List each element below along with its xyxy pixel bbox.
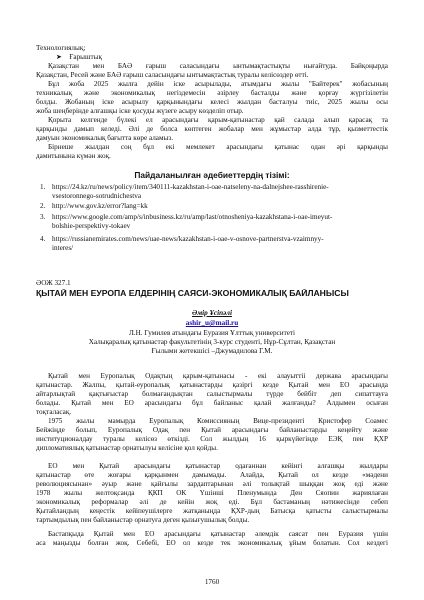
top-line-10: қарқынды дамып келеді. Әлі де болса көптеген жобалар мен жұмыстар алда тұр, қызметтестік	[36, 125, 388, 133]
article-title: ҚЫТАЙ МЕН ЕУРОПА ЕЛДЕРІНІҢ САЯСИ-ЭКОНОМИКАЛЫҚ БАЙЛАНЫСЫ	[36, 289, 349, 298]
body-line-7: Бейжіңде болып, Еуропалық Одақ пен Қытай арасындағы байланыстарды кеңейту және	[36, 426, 388, 434]
body-line-13: 1978 жылы желтоқсанда ҚКП ОК Үшінші Пленумында Ден Сяопин жариялаған	[36, 489, 388, 497]
body-line-8: институционалдау туралы келісөз өткізді. Сол жылдың 16 қыркүйегінде ЕЭҚ пен ҚХР	[36, 435, 388, 443]
top-line-11: дамуын экономикалық бағытта көре аламыз.	[36, 134, 173, 142]
top-line-9: Қорыта келгенде бүлекі ел арасындағы қарым-қатынастар қай салада алып қарасақ та	[48, 116, 388, 124]
body-line-14: экономикалық реформалар әлі де кейін жоқ еді. Бұл бастаманың нәтижесінде себеп	[36, 498, 388, 506]
body-line-1: Қытай мен Еуропалық Одақтың қарым-қатынасы - екі алауыттіі держава арасындағы	[48, 372, 388, 380]
bullet-line	[56, 53, 408, 62]
body-line-4: болады. Қытай мен ЕО арасындағы бұл байланыс қалай жалғанды? Алдымен осыған	[36, 399, 388, 407]
top-line-12: Бірнеше жылдан соң бұл екі мемлекет арасындағы қатынас одан әрі қарқынды	[48, 143, 388, 151]
ref-1-link-cont[interactable]: vsestoronnego-sotrudnichestva	[52, 192, 142, 200]
body-line-9: дипломатиялық қатынастар орнатылуы келісіне қол қойды.	[36, 444, 218, 452]
ref-4-number: 4.	[40, 235, 46, 243]
body-line-17: Бастапқыда Қытай мен ЕО арасындағы қатынастар әлемдік саясат пен Еуразия үшін	[48, 530, 388, 538]
author-email-link[interactable]: ashir_u@mail.ru	[185, 319, 239, 327]
body-line-18: аса маңызды болған жоқ. Себебі, ЕО ол кезде тек экономикалық ұйым болатын. Сол кездегі	[36, 539, 388, 547]
udc-code: ӘОЖ 327.1	[36, 279, 71, 287]
affiliation-line-2: Халықаралық қатынастар факультетінің 3-курс студенті, Нұр-Сұлтан, Қазақстан	[88, 338, 336, 346]
top-line-5: Бұл жоба 2025 жылға дейін іске асырылады, атымдағы жылы "Байтерек" жобасының	[48, 80, 388, 88]
body-line-10: ЕО мен Қытай арасындағы қатынастар одағаннан кейінгі алғашқы жылдары	[48, 462, 388, 470]
top-line-7: болды. Жобаның іске асырылу қарқынындағы келесі жылдан басталуы тиіс, 2025 жылы осы	[36, 98, 388, 106]
top-line-13: дамитынына күмән жоқ.	[36, 152, 111, 160]
ref-3-link-cont[interactable]: bolshie-perspektivy-tokaev	[52, 222, 131, 230]
ref-4-link-cont[interactable]: interes/	[52, 244, 74, 252]
ref-3-number: 3.	[40, 213, 46, 221]
body-line-6: 1975 жылы мамырда Еуропалық Комиссияның Вице-президенті Кристофер Соамес	[48, 417, 388, 425]
top-line-1: Технологиялық;	[36, 44, 86, 52]
ref-2-link[interactable]: http://www.gov.kz/error?lang=kk	[52, 202, 148, 210]
affiliation-line-3: Ғылыми жетекшісі –Джумадилова Г.М.	[151, 347, 273, 355]
body-line-15: Қытайландың кеңестік кейіпеушілерге жатқаныңда ҚХР-дың Батысқа қатысты салыстырмалы	[36, 507, 388, 515]
arrow-bullet-icon: ➤	[56, 53, 70, 61]
top-line-3: Қазақстан мен БАӘ ғарыш саласындағы ынтымақтастықты нығайтуда. Байқоңырда	[48, 62, 388, 70]
ref-2-number: 2.	[40, 202, 46, 210]
top-line-4: Қазақстан, Ресей және БАӘ ғарыш саласындағы ынтымақтастық туралы келісөздер өтті.	[36, 71, 309, 79]
ref-3-link[interactable]: https://www.google.com/amp/s/inbusiness.kz/ru/amp/last/otnosheniya-kazakhstana-i-oae-imeyut-	[52, 213, 333, 221]
body-line-11: қатынастар өте жоғары қарқынмен дамымады. Алайда, Қытай ол кезде «мәдени	[36, 471, 388, 479]
body-line-3: айтарлықтай қақтығыстар болмағандықтан салыстырмалы түрде бейбіт деп сипаттауға	[36, 390, 388, 398]
author-line	[36, 309, 388, 318]
body-line-2: қатынастар. Жалпы, қытай-еуропалық қатынастарды қазіргі кезде Қытай мен ЕО арасында	[36, 381, 388, 389]
body-line-12: революциясынан» әуыр және қайғылы зардаптарынан әлі толықтай шыққан жоқ еді және	[36, 480, 388, 488]
email-line	[36, 319, 388, 328]
page-number: 1760	[204, 578, 220, 586]
bullet-text: Ғарыштық	[69, 53, 102, 61]
body-line-5: тоқталасақ.	[36, 408, 72, 416]
ref-4-link[interactable]: https://russianemirates.com/news/uae-news/kazakhstan-i-oae-v-osnove-partnerstva-vzaimnyy-	[52, 235, 324, 243]
author-name: Әмір Ұсіпәлі	[192, 309, 232, 317]
ref-1-number: 1.	[40, 183, 46, 191]
ref-1-link[interactable]: https://24.kz/ru/news/policy/item/340111-kazakhstan-i-oae-natseleny-na-dalnejshee-rasshirenie-	[52, 183, 329, 191]
references-title: Пайдаланылған әдебиеттердің тізімі:	[134, 171, 290, 180]
top-line-6: техникалық және экономикалық негіздемесін әзірлеу басталды және қорғау жүргізілетін	[36, 89, 388, 97]
body-line-16: тартымдылық пен байланыстар орнатуға деген қызығушылық болды.	[36, 516, 250, 524]
top-line-8: жоба шеңберінде алғашқы іске қосуды жүзеге асыру көзделіп отыр.	[36, 107, 244, 115]
affiliation-line-1: Л.Н. Гумилев атындағы Еуразия Ұлттық университеті	[128, 329, 296, 337]
